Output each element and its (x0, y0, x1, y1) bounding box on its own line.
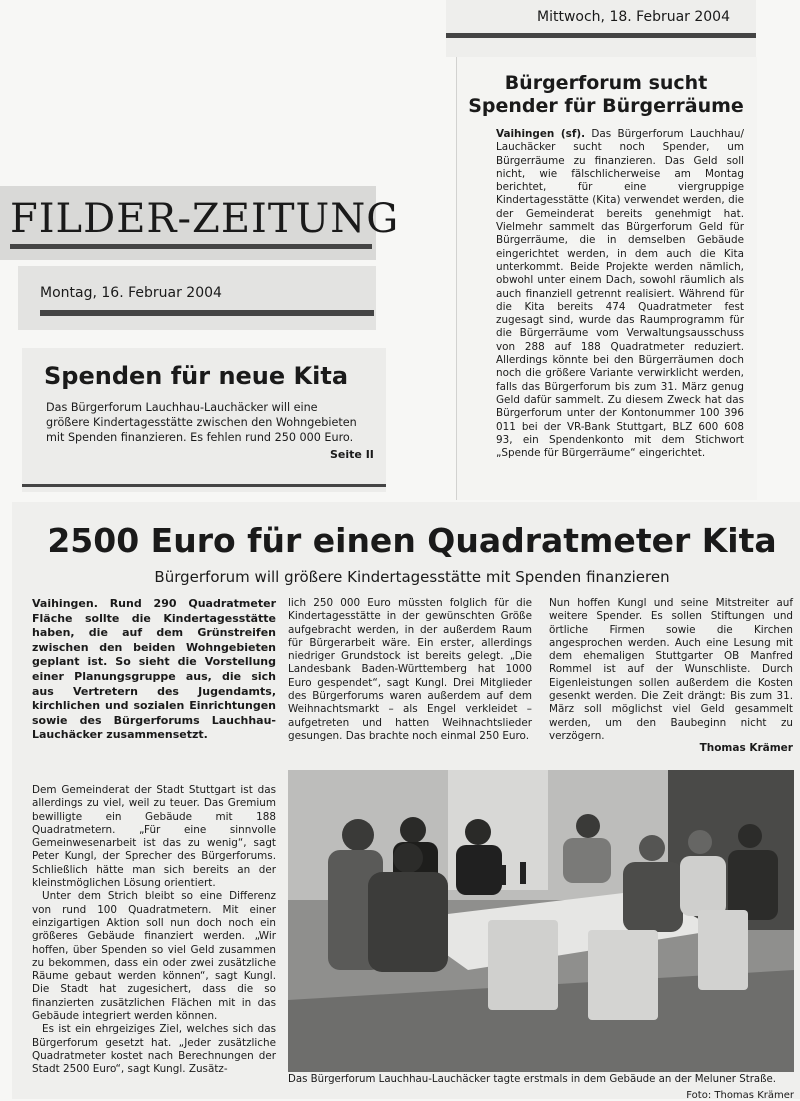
article-column-1 (32, 784, 276, 1077)
left-clip-date: Montag, 16. Februar 2004 (40, 285, 222, 301)
photo-credit: Foto: Thomas Krämer (686, 1090, 794, 1101)
photo-caption: Das Bürgerforum Lauchhau-Lauchäcker tagte erstmals in dem Gebäude an der Meluner Straße. (288, 1074, 777, 1085)
meeting-photo (288, 770, 794, 1072)
right-clip-headline: Bürgerforum sucht Spender für Bürgerräume (468, 72, 744, 117)
right-clip-date: Mittwoch, 18. Februar 2004 (537, 9, 730, 25)
article-column-2: lich 250 000 Euro müssten folglich für die Kindertagesstätte in der gewünschten Größe aufgebracht werden, in der außerdem Raum für Bürgerarbeit wäre. Ein erster, allerdings niedriger Grundstock ist bereits gelegt. „Die Landesbank Baden-Württemberg hat 1000 Euro gespendet“, sagt Kungl. Drei Mitglieder des Bürgerforums waren außerdem auf dem Weihnachtsmarkt – als Engel verkleidet – aufgetreten und hatten Weihnachtslieder gesungen. Das brachte noch einmal 250 Euro. (288, 597, 532, 742)
main-headline: 2500 Euro für einen Quadratmeter Kita (47, 521, 777, 560)
divider-rule (10, 244, 372, 249)
article-paragraph: Es ist ein ehrgeiziges Ziel, welches sich das Bürgerforum gesetzt hat. „Jeder zusätzliche Quadratmeter kostet nach Berechnungen der Stadt 2500 Euro“, sagt Kungl. Zusätz- (32, 1023, 276, 1076)
article-lead: Vaihingen. Rund 290 Quadratmeter Fläche sollte die Kindertagesstätte haben, die auf dem Grünstreifen zwischen den beiden Wohngebieten geplant ist. So sieht die Vorstellung einer Planungsgruppe aus, die sich aus Vertretern des Jugendamts, kirchlichen und sozialen Einrichtungen sowie des Bürgerforums Lauchhau-Lauchäcker zusammensetzt. (32, 597, 276, 742)
page-reference: Seite II (330, 448, 374, 461)
main-subheadline: Bürgerforum will größere Kindertagesstätte mit Spenden finanzieren (154, 568, 670, 586)
article-author: Thomas Krämer (699, 742, 793, 754)
divider-rule (446, 33, 756, 38)
divider-rule (40, 310, 374, 316)
article-paragraph: Dem Gemeinderat der Stadt Stuttgart ist das allerdings zu viel, weil zu teuer. Das Gremium bewilligte ein Gebäude mit 188 Quadratmetern. „Für eine sinnvolle Gemeinwesenarbeit ist das zu wenig“, sagt Peter Kungl, der Sprecher des Bürgerforums. Schließlich hätte man sich bereits an der kleinstmöglichen Lösung orientiert. (32, 784, 276, 890)
teaser-headline: Spenden für neue Kita (44, 362, 349, 390)
right-clip-body (496, 128, 744, 460)
article-paragraph: Unter dem Strich bleibt so eine Differenz von rund 100 Quadratmetern. Mit einer einzigartigen Aktion soll nun doch noch ein größeres Gebäude finanziert werden. „Wir hoffen, über Spenden so viel Geld zusammen zu bekommen, dass ein oder zwei zusätzliche Räume gebaut werden können“, sagt Kungl. Die Stadt hat zugesichert, dass die so finanzierten zusätzlichen Flächen mit in das Gebäude integriert werden können. (32, 890, 276, 1023)
article-column-3: Nun hoffen Kungl und seine Mitstreiter auf weitere Spender. Es sollen Stiftungen und örtliche Firmen sowie die Kirchen angesprochen werden. Auch eine Lesung mit dem ehemaligen Stuttgarter OB Manfred Rommel ist auf der Wunschliste. Durch Eigenleistungen sollen außerdem die Kosten gesenkt werden. Die Zeit drängt: Bis zum 31. März soll möglichst viel Geld gesammelt werden, um den Baubeginn nicht zu verzögern. (549, 597, 793, 742)
teaser-text: Das Bürgerforum Lauchhau-Lauchäcker will eine größere Kindertagesstätte zwischen den Wohngebieten mit Spenden finanzieren. Es fehlen rund 250 000 Euro. (46, 401, 357, 444)
right-clip-dateline: Vaihingen (sf). (496, 128, 586, 140)
newspaper-masthead: FILDER-ZEITUNG (10, 196, 400, 242)
divider-rule (22, 484, 386, 487)
right-clip-body-text: Das Bürgerforum Lauchhau/ Lauchäcker sucht noch Spender, um Bürgerräume zu finanzieren. Das Geld soll nicht, wie fälschlicherweise am Montag berichtet, für eine viergruppige Kindertagesstätte (Kita) verwendet werden, die der Gemeinderat bereits genehmigt hat. Vielmehr sammelt das Bürgerforum Geld für Bürgerräume, die in demselben Gebäude eingerichtet werden, in dem auch die Kita unterkommt. Beide Projekte werden nämlich, obwohl unter einem Dach, sowohl räumlich als auch finanziell getrennt realisiert. Während für die Kita bereits 474 Quadratmeter fest zugesagt sind, wurde das Raumprogramm für die Bürgerräume vom Verwaltungsausschuss von 288 auf 188 Quadratmeter reduziert. Allerdings könnte bei den Bürgerräumen doch noch die größere Variante verwirklicht werden, falls das Bürgerforum bis zum 31. März genug Geld dafür sammelt. Zu diesem Zweck hat das Bürgerforum unter der Kontonummer 100 396 011 bei der VR-Bank Stuttgart, BLZ 600 608 93, ein Spendenkonto mit dem Stichwort „Spende für Bürgerräume“ eingerichtet. (496, 128, 744, 460)
meeting-photo-illustration (288, 770, 794, 1072)
